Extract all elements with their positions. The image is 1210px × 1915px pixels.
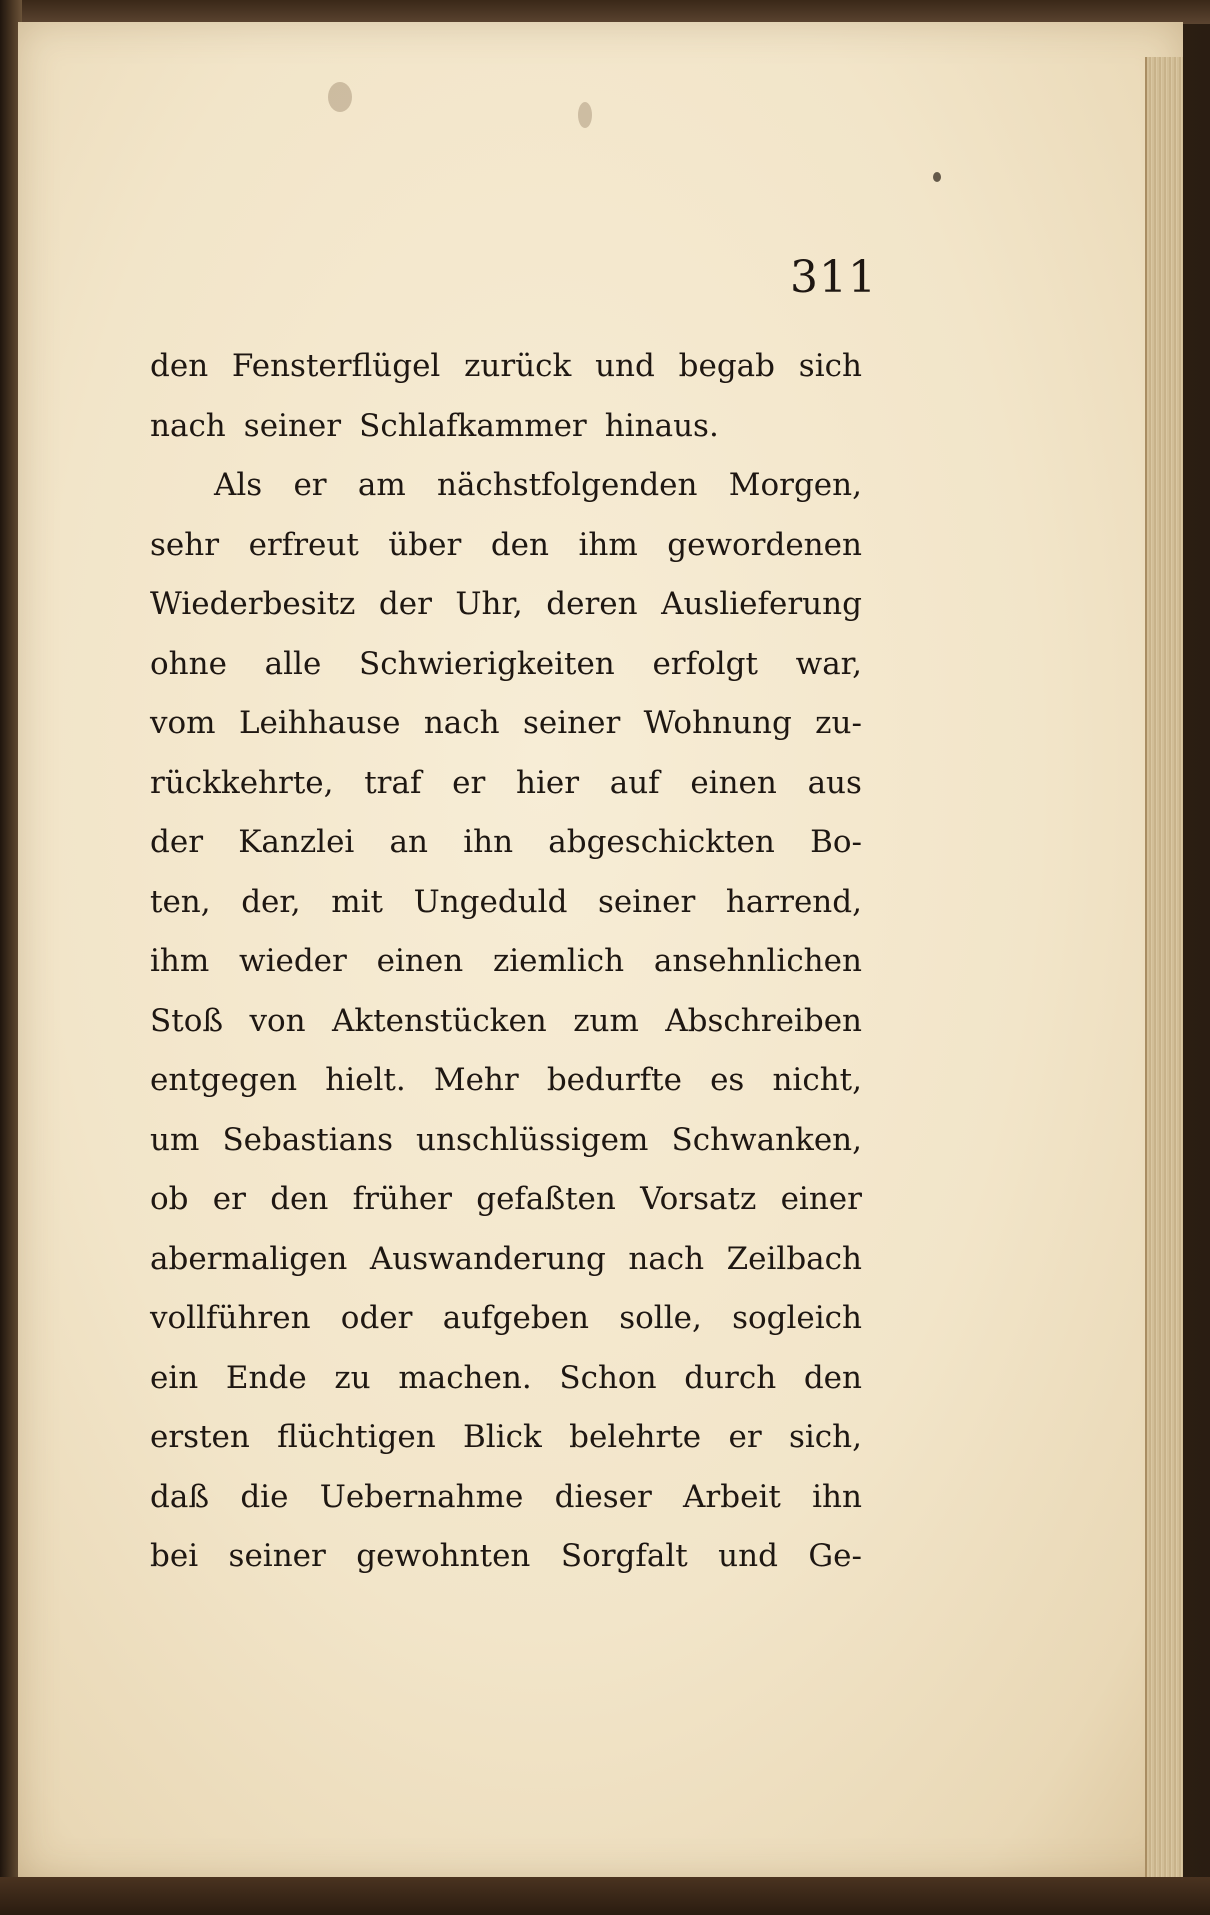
text-line — [150, 1527, 862, 1587]
word: nicht, — [772, 1062, 862, 1098]
word: zu — [334, 1359, 371, 1396]
word: war, — [795, 645, 862, 682]
word: er — [212, 1181, 246, 1217]
word: mit — [331, 883, 383, 920]
word: ob — [150, 1181, 189, 1217]
word: abgeschickten — [548, 824, 775, 860]
word: den — [803, 1359, 862, 1396]
word: Abschreiben — [665, 1002, 862, 1039]
word: Schlafkammer — [359, 407, 587, 444]
word: Sebastians — [222, 1121, 393, 1158]
word: Fensterflügel — [231, 348, 441, 384]
word: flüchtigen — [277, 1419, 436, 1455]
word: ein — [150, 1359, 199, 1396]
word: einer — [780, 1181, 862, 1217]
text-line — [150, 873, 862, 933]
word: oder — [340, 1300, 413, 1336]
word: nach — [628, 1240, 705, 1277]
text-line — [150, 1230, 862, 1290]
text-line — [150, 992, 862, 1052]
word: er — [452, 764, 486, 801]
word: Als — [214, 467, 263, 503]
word: Vorsatz — [640, 1181, 757, 1217]
word: ansehnlichen — [653, 943, 862, 979]
word: Auslieferung — [661, 586, 862, 622]
word: erfolgt — [652, 645, 758, 682]
word: gewordenen — [667, 526, 862, 563]
word: ersten — [150, 1419, 250, 1455]
word: harrend, — [725, 883, 862, 920]
word: vom — [150, 705, 216, 741]
word: seiner — [243, 407, 342, 444]
word: zum — [573, 1002, 639, 1039]
page-stack-edge — [1145, 57, 1183, 1897]
word: Ende — [225, 1359, 307, 1396]
word: unschlüssigem — [416, 1121, 649, 1158]
word: Arbeit — [683, 1478, 781, 1515]
word: entgegen — [150, 1062, 298, 1098]
word: gewohnten — [356, 1538, 531, 1574]
word: der — [378, 586, 432, 622]
word: sich — [798, 348, 862, 384]
word: ihm — [578, 526, 638, 563]
word: Morgen, — [728, 467, 862, 503]
word: Zeilbach — [726, 1240, 862, 1277]
word: dieser — [554, 1478, 652, 1515]
text-line — [150, 397, 862, 457]
word: seiner — [597, 883, 696, 920]
word: deren — [546, 586, 638, 622]
word: Schwierigkeiten — [359, 645, 615, 682]
word: bedurfte — [546, 1062, 682, 1098]
word: seiner — [228, 1538, 326, 1574]
word: nach — [423, 705, 500, 741]
book-cover-top-edge — [0, 0, 1210, 24]
word: Kanzlei — [238, 824, 355, 860]
text-line — [150, 1349, 862, 1409]
word: belehrte — [569, 1419, 702, 1455]
word: sehr — [150, 526, 220, 563]
word: er — [293, 467, 327, 503]
word: bei — [150, 1538, 199, 1574]
word: nach — [150, 407, 226, 444]
word: von — [249, 1002, 306, 1039]
word: Schon — [559, 1359, 657, 1396]
word: erfreut — [248, 526, 359, 563]
word: zu- — [815, 705, 862, 741]
text-line — [150, 754, 862, 814]
word: an — [389, 824, 428, 860]
text-line — [150, 456, 862, 516]
word: über — [388, 526, 462, 563]
page-number: 311 — [790, 252, 877, 303]
word: und — [718, 1538, 778, 1574]
text-line — [150, 1289, 862, 1349]
word: am — [357, 467, 406, 503]
word: begab — [678, 348, 776, 384]
word: es — [710, 1062, 745, 1098]
ink-smudge — [578, 102, 592, 128]
word: einen — [690, 764, 777, 801]
word: sogleich — [732, 1300, 862, 1336]
word: Ungeduld — [413, 883, 568, 920]
word: Stoß — [150, 1002, 224, 1039]
word: durch — [684, 1359, 777, 1396]
word: Ge- — [808, 1538, 862, 1574]
text-line — [150, 932, 862, 992]
text-line — [150, 516, 862, 576]
word: auf — [609, 764, 660, 801]
word: rückkehrte, — [150, 764, 334, 801]
word: der — [150, 824, 204, 860]
word: Auswanderung — [369, 1240, 606, 1277]
text-line — [150, 1111, 862, 1171]
word: den — [490, 526, 549, 563]
word: Aktenstücken — [332, 1002, 547, 1039]
text-line — [150, 635, 862, 695]
text-line — [150, 1468, 862, 1528]
word: ziemlich — [492, 943, 625, 979]
ink-smudge — [328, 82, 352, 112]
word: Wiederbesitz — [150, 586, 356, 622]
text-line — [150, 813, 862, 873]
word: Schwanken, — [671, 1121, 862, 1158]
word: seiner — [522, 705, 621, 741]
word: Mehr — [433, 1062, 519, 1098]
word: Sorgfalt — [560, 1538, 688, 1574]
ink-smudge — [933, 172, 941, 182]
word: machen. — [398, 1359, 532, 1396]
word: gefaßten — [476, 1181, 616, 1217]
word: ihn — [812, 1478, 862, 1515]
word: einen — [376, 943, 464, 979]
word: ten, — [150, 883, 211, 920]
word: Wohnung — [643, 705, 792, 741]
word: vollführen — [150, 1300, 311, 1336]
word: ihn — [463, 824, 514, 860]
word: wieder — [239, 943, 347, 979]
word: sich, — [788, 1419, 862, 1455]
word: Leihhause — [238, 705, 401, 741]
word: zurück — [464, 348, 572, 384]
text-line — [150, 337, 862, 397]
word: hier — [515, 764, 580, 801]
word: der, — [241, 883, 301, 920]
text-line — [150, 1170, 862, 1230]
word: den — [150, 348, 209, 384]
text-line — [150, 1051, 862, 1111]
text-line — [150, 575, 862, 635]
word: Uebernahme — [319, 1478, 524, 1515]
word: abermaligen — [150, 1240, 348, 1277]
word: den — [270, 1181, 329, 1217]
word: Bo- — [810, 824, 862, 860]
word: aufgeben — [442, 1300, 589, 1336]
word: hinaus. — [604, 407, 719, 444]
word: um — [150, 1121, 200, 1158]
word: nächstfolgenden — [436, 467, 698, 503]
word: Uhr, — [455, 586, 523, 622]
word: früher — [352, 1181, 452, 1217]
word: die — [240, 1478, 289, 1515]
word: alle — [264, 645, 322, 682]
word: hielt. — [325, 1062, 406, 1098]
book-cover-bottom-edge — [0, 1877, 1210, 1915]
word: ihm — [150, 943, 210, 979]
word: und — [595, 348, 655, 384]
word: er — [728, 1419, 762, 1455]
word: aus — [807, 764, 862, 801]
word: solle, — [619, 1300, 702, 1336]
text-line — [150, 1408, 862, 1468]
text-line — [150, 694, 862, 754]
word: daß — [150, 1478, 210, 1515]
word: traf — [364, 764, 422, 801]
body-text — [150, 337, 862, 1587]
word: Blick — [463, 1419, 542, 1455]
word: ohne — [150, 645, 227, 682]
